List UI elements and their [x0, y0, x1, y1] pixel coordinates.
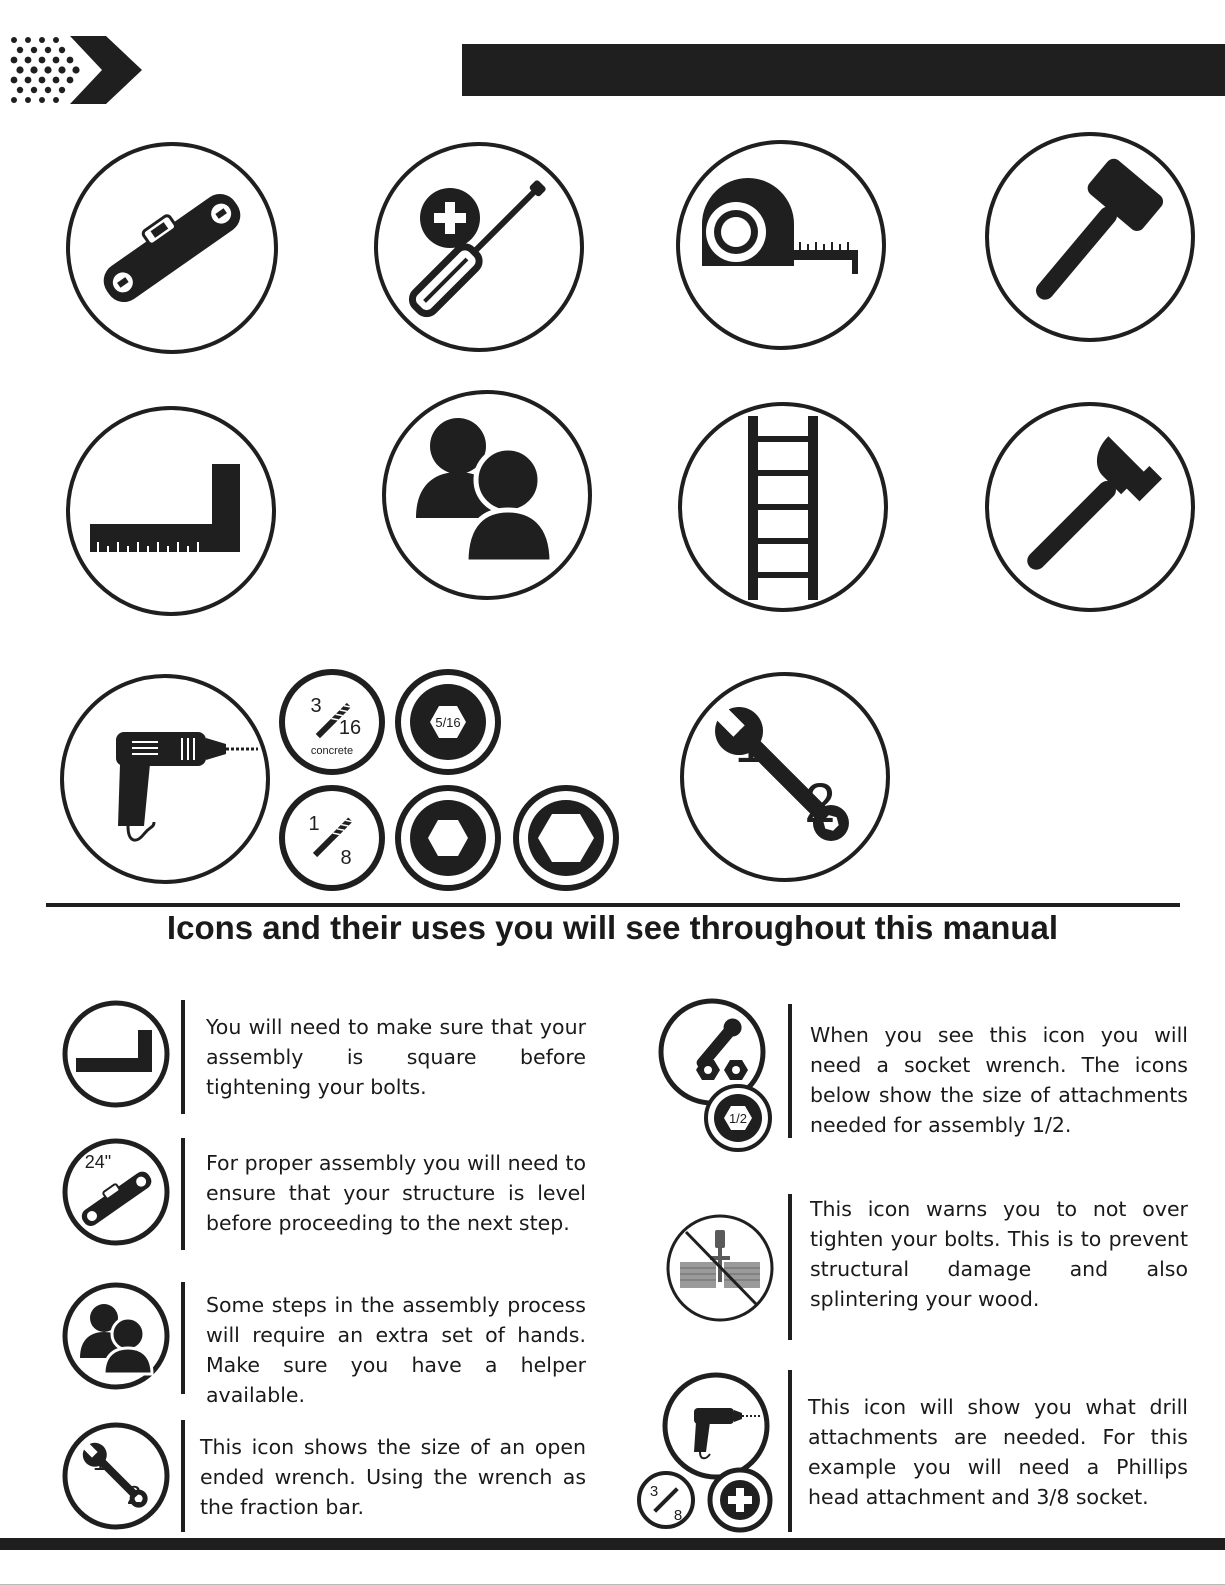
legend-level-icon — [62, 1138, 170, 1246]
header-bar — [462, 44, 1225, 96]
legend-drill-icon — [636, 1372, 782, 1534]
claw-hammer-icon — [983, 400, 1197, 614]
legend-bar-overtighten — [788, 1194, 792, 1340]
power-drill-icon — [58, 672, 272, 886]
ladder-icon — [676, 400, 890, 614]
wrench-denominator: 2 — [804, 771, 836, 834]
legend-drill-numerator: 3 — [649, 1483, 659, 1500]
tape-measure-icon — [674, 138, 888, 352]
level-length-label: 24" — [84, 1152, 112, 1172]
chevron-dots-logo — [6, 34, 142, 106]
legend-wrench-numerator: 1 — [92, 1446, 108, 1476]
hex-socket-icon — [394, 784, 502, 892]
legend-wrench-denominator: 2 — [126, 1480, 142, 1510]
concrete-label: concrete — [310, 745, 354, 757]
page-heading: Icons and their uses you will see throughout this manual — [166, 909, 1059, 946]
legend-level-text: For proper assembly you will need to ensure that your structure is level before proceeding to the next step. — [206, 1151, 586, 1235]
legend-overtighten-text: This icon warns you to not over tighten your bolts. This is to prevent structural damage and also splintering your wood. — [810, 1197, 1188, 1311]
legend-socket-text: When you see this icon you will need a socket wrench. The icons below show the size of attachments needed for assembly 1/2. — [810, 1023, 1188, 1137]
legend-bar-socket — [788, 1004, 792, 1138]
carpenter-square-icon — [64, 404, 278, 618]
legend-square-text: You will need to make sure that your assembly is square before tightening your bolts. — [206, 1015, 586, 1099]
large-socket-icon — [512, 784, 620, 892]
legend-drill-denominator: 8 — [673, 1507, 683, 1524]
socket-size-label: 5/16 — [435, 715, 461, 730]
no-overtighten-icon — [664, 1212, 776, 1324]
sledge-hammer-icon — [983, 130, 1197, 344]
helper-people-icon — [380, 388, 594, 602]
legend-square-icon — [62, 1000, 170, 1108]
legend-helper-icon — [62, 1282, 170, 1390]
legend-bar-helper — [181, 1282, 185, 1394]
footer-bar — [0, 1538, 1225, 1550]
legend-bar-level — [181, 1138, 185, 1250]
socket-icon — [394, 668, 502, 776]
legend-helper-text: Some steps in the assembly process will require an extra set of hands. Make sure you have a helper available. — [206, 1293, 586, 1407]
phillips-screwdriver-icon — [372, 140, 586, 354]
legend-wrench-icon — [62, 1422, 170, 1530]
legend-socket-size: 1/2 — [728, 1111, 748, 1126]
concrete-numerator: 3 — [310, 695, 322, 717]
legend-socket-wrench-icon — [658, 998, 774, 1152]
legend-bar-square — [181, 1000, 185, 1114]
open-end-wrench-icon — [678, 670, 892, 884]
wrench-numerator: 1 — [734, 711, 766, 774]
drill-bit-denominator: 8 — [340, 847, 352, 869]
legend-drill-text: This icon will show you what drill attachments are needed. For this example you will need a Phillips head attachment and 3/8 socket. — [808, 1395, 1188, 1509]
drill-bit-icon — [278, 784, 386, 892]
spirit-level-icon — [64, 140, 280, 356]
legend-wrench-text: This icon shows the size of an open ended wrench. Using the wrench as the fraction bar. — [200, 1435, 586, 1519]
concrete-drill-bit-icon — [278, 668, 386, 776]
legend-bar-drill — [788, 1370, 792, 1532]
legend-bar-wrench — [181, 1420, 185, 1532]
drill-bit-numerator: 1 — [308, 813, 320, 835]
concrete-denominator: 16 — [338, 717, 362, 739]
